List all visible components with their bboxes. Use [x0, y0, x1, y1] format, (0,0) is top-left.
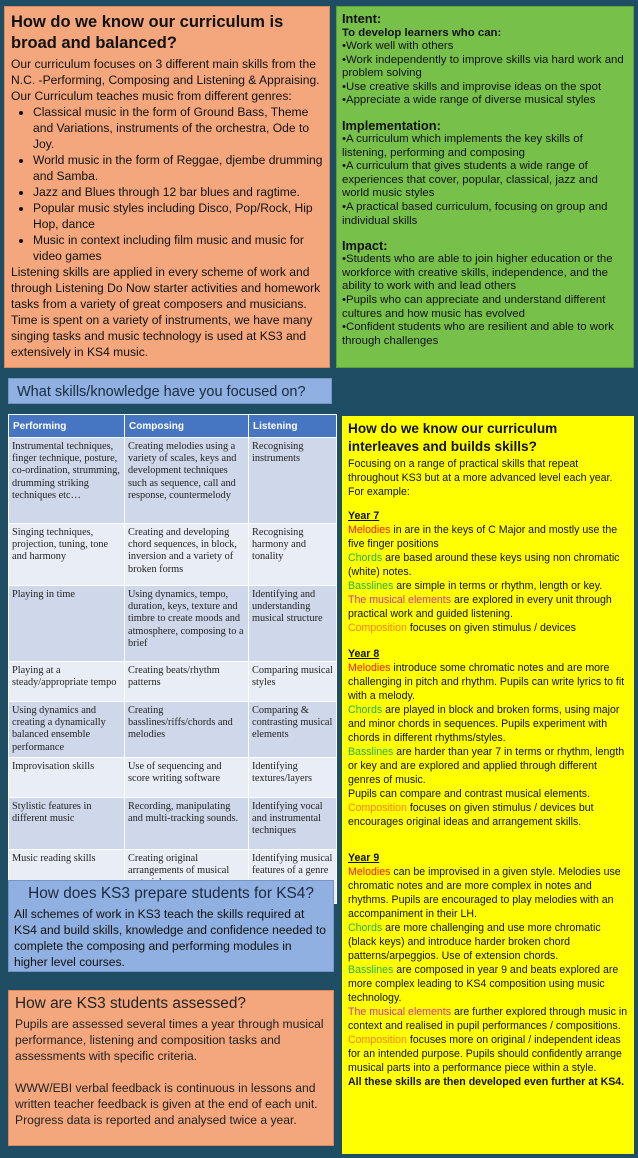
- elements-keyword: The musical elements: [348, 594, 452, 606]
- list-item: •Use creative skills and improvise ideas on the spot: [342, 80, 602, 93]
- year-8-composition: Composition focuses on given stimulus / devices but encourages original ideas and arrangement skills.: [348, 802, 594, 828]
- table-cell: Stylistic features in different music: [9, 797, 125, 849]
- composition-keyword: Composition: [348, 1034, 407, 1046]
- composition-keyword: Composition: [348, 802, 407, 814]
- assessment-methods: Pupils are assessed several times a year through musical performance, listening and composition tasks and assessments with specific criteria.: [15, 1017, 324, 1063]
- intent-panel: [336, 6, 634, 368]
- table-row: [9, 797, 337, 849]
- table-cell: Identifying vocal and instrumental techniques: [249, 797, 337, 849]
- basslines-keyword: Basslines: [348, 746, 394, 758]
- ks4-body: All schemes of work in KS3 teach the skills required at KS4 and build skills, knowledge and confidence needed to complete the composing and performing modules in higher level courses.: [14, 907, 326, 969]
- year-7-label: Year 7: [348, 510, 380, 522]
- list-item: •A curriculum which implements the key skills of listening, performing and composing: [342, 132, 583, 159]
- list-item: •Appreciate a wide range of diverse musical styles: [342, 94, 596, 107]
- table-cell: Use of sequencing and score writing software: [125, 757, 249, 797]
- table-cell: Using dynamics, tempo, duration, keys, texture and timbre to create moods and atmosphere, composing to a brief: [125, 586, 249, 662]
- year-9-melodies: Melodies can be improvised in a given style. Melodies use chromatic notes and are more complex in notes and rhythms. Pupils are encouraged to play melodies with an accompaniment in their LH.: [348, 866, 621, 920]
- list-item: •A curriculum that gives students a wide range of experiences that cover, popular, classical, jazz and world music styles: [342, 160, 598, 200]
- interleave-example: For example:: [348, 486, 410, 498]
- chords-keyword: Chords: [348, 704, 383, 716]
- year-8-basslines: Basslines are harder than year 7 in terms or rhythm, length or key and are explored and applied through different genres of music.: [348, 746, 625, 786]
- year-8-melodies: Melodies introduce some chromatic notes and are more challenging in pitch and rhythm. Pupils can write lyrics to fit with a melody.: [348, 662, 625, 702]
- table-header-row: [9, 415, 337, 438]
- table-cell: Creating beats/rhythm patterns: [125, 662, 249, 702]
- list-item: •A practical based curriculum, focusing on group and individual skills: [342, 200, 608, 227]
- chords-keyword: Chords: [348, 552, 383, 564]
- table-cell: Singing techniques, projection, tuning, tone and harmony: [9, 524, 125, 586]
- broad-intro: Our curriculum focuses on 3 different main skills from the N.C. -Performing, Composing and Listening & Appraising.: [11, 57, 320, 87]
- year-9-label: Year 9: [348, 852, 380, 864]
- basslines-keyword: Basslines: [348, 580, 394, 592]
- column-header-performing: Performing: [9, 415, 125, 438]
- broad-title: How do we know our curriculum is broad and balanced?: [11, 13, 284, 52]
- composition-keyword: Composition: [348, 622, 407, 634]
- table-cell: Creating melodies using a variety of scales, keys and development techniques such as sequence, call and response, countermelody: [125, 438, 249, 524]
- year-7-basslines: Basslines are simple in terms or rhythm, length or key.: [348, 580, 603, 592]
- table-cell: Identifying and understanding musical structure: [249, 586, 337, 662]
- melodies-keyword: Melodies: [348, 866, 391, 878]
- ks4-title: How does KS3 prepare students for KS4?: [28, 885, 314, 902]
- table-cell: Recording, manipulating and multi-tracking sounds.: [125, 797, 249, 849]
- year-9-elements: The musical elements are further explored through music in context and realised in pupil performances / compositions.: [348, 1006, 628, 1032]
- year-8-chords: Chords are played in block and broken forms, using major and minor chords in sequences. Pupils experiment with chords in different rhythms/styles.: [348, 704, 620, 744]
- year-9-composition: Composition focuses more on original / independent ideas for an intended purpose. Pupils should confidently arrange musical parts into a performance piece within a style.: [348, 1034, 622, 1074]
- table-cell: Recognising harmony and tonality: [249, 524, 337, 586]
- melodies-keyword: Melodies: [348, 524, 391, 536]
- table-cell: Comparing & contrasting musical elements: [249, 702, 337, 758]
- year-7-melodies: Melodies in are in the keys of C Major and mostly use the five finger positions: [348, 524, 618, 550]
- column-header-listening: Listening: [249, 415, 337, 438]
- table-cell: Creating original arrangements of musical: [125, 849, 249, 903]
- year-9-chords: Chords are more challenging and use more chromatic (black keys) and introduce harder broken chord patterns/arpeggios. Use of extension chords.: [348, 922, 601, 962]
- year-8-compare: Pupils can compare and contrast musical elements.: [348, 788, 591, 800]
- table-cell: Identifying musical features of a genre: [249, 849, 337, 903]
- list-item: • Classical music in the form of Ground Bass, Theme and Variations, instruments of the orchestra, Ode to Joy.: [33, 104, 323, 152]
- table-cell: Instrumental techniques, finger technique, posture, co-ordination, strumming, drumming striking techniques etc…: [9, 438, 125, 524]
- assessment-title: How are KS3 students assessed?: [15, 995, 246, 1012]
- table-row: [9, 702, 337, 758]
- genre-list: [11, 104, 323, 264]
- table-cell: Comparing musical styles: [249, 662, 337, 702]
- impact-title: Impact:: [342, 238, 388, 254]
- broad-genres-intro: Our Curriculum teaches music from different genres:: [11, 89, 292, 103]
- list-item: •Work well with others: [342, 40, 454, 52]
- interleave-title: How do we know our curriculum interleaves and builds skills?: [348, 421, 558, 454]
- list-item: •Pupils who can appreciate and understand different cultures and how music has evolved: [342, 293, 606, 320]
- skills-heading: What skills/knowledge have you focused on?: [8, 378, 332, 404]
- intent-subtitle: To develop learners who can:: [342, 27, 502, 39]
- table-cell: Music reading skills: [9, 849, 125, 903]
- column-header-composing: Composing: [125, 415, 249, 438]
- year-8-label: Year 8: [348, 648, 380, 660]
- interleave-closing: All these skills are then developed even further at KS4.: [348, 1076, 625, 1088]
- chords-keyword: Chords: [348, 922, 383, 934]
- table-row: [9, 438, 337, 524]
- skills-table: [8, 414, 337, 904]
- ks4-panel: [8, 880, 334, 972]
- elements-keyword: The musical elements: [348, 1006, 452, 1018]
- year-7-chords: Chords are based around these keys using non chromatic (white) notes.: [348, 552, 620, 578]
- implementation-title: Implementation:: [342, 117, 441, 133]
- table-row: [9, 662, 337, 702]
- table-cell: Playing at a steady/appropriate tempo: [9, 662, 125, 702]
- list-item: • Jazz and Blues through 12 bar blues and ragtime.: [33, 184, 323, 200]
- table-row: [9, 586, 337, 662]
- table-cell: Recognising instruments: [249, 438, 337, 524]
- table-row: [9, 524, 337, 586]
- table-cell: Identifying textures/layers: [249, 757, 337, 797]
- basslines-keyword: Basslines: [348, 964, 394, 976]
- year-9-basslines: Basslines are composed in year 9 and beats explored are more complex leading to KS4 composition using music technology.: [348, 964, 619, 1004]
- list-item: • World music in the form of Reggae, djembe drumming and Samba.: [33, 152, 323, 184]
- table-row: [9, 757, 337, 797]
- broad-balanced-panel: [4, 6, 330, 368]
- year-7-composition: Composition focuses on given stimulus / devices: [348, 622, 576, 634]
- list-item: •Confident students who are resilient and able to work through challenges: [342, 321, 614, 347]
- broad-listening: Listening skills are applied in every scheme of work and through Listening Do Now starter activities and homework tasks from a variety of great composers and musicians. Time is spent on a variety of instruments, we have many singing tasks and music technology is used at KS3 and extensively in KS4 music.: [11, 265, 321, 359]
- assessment-feedback: WWW/EBI verbal feedback is continuous in lessons and written teacher feedback is given at the end of each unit. Progress data is reported and analysed twice a year.: [15, 1081, 318, 1127]
- assessment-panel: [8, 990, 334, 1146]
- table-cell: Creating basslines/riffs/chords and melodies: [125, 702, 249, 758]
- interleave-panel: [342, 416, 634, 1154]
- intent-title: Intent:: [342, 11, 382, 26]
- year-7-elements: The musical elements are explored in every unit through practical work and guided listening.: [348, 594, 612, 620]
- list-item: • Popular music styles including Disco, Pop/Rock, Hip Hop, dance: [33, 200, 323, 232]
- table-cell: Playing in time: [9, 586, 125, 662]
- list-item: •Students who are able to join higher education or the workforce with creative skills, independence, and the ability to work with and lead others: [342, 253, 613, 293]
- list-item: •Work independently to improve skills via hard work and problem solving: [342, 53, 624, 80]
- list-item: • Music in context including film music and music for video games: [33, 232, 323, 264]
- interleave-intro: Focusing on a range of practical skills that repeat throughout KS3 but at a more advanced level each year.: [348, 458, 613, 484]
- table-cell: Using dynamics and creating a dynamically balanced ensemble performance: [9, 702, 125, 758]
- table-cell: Creating and developing chord sequences, in block, inversion and a variety of broken forms: [125, 524, 249, 586]
- melodies-keyword: Melodies: [348, 662, 391, 674]
- table-cell: Improvisation skills: [9, 757, 125, 797]
